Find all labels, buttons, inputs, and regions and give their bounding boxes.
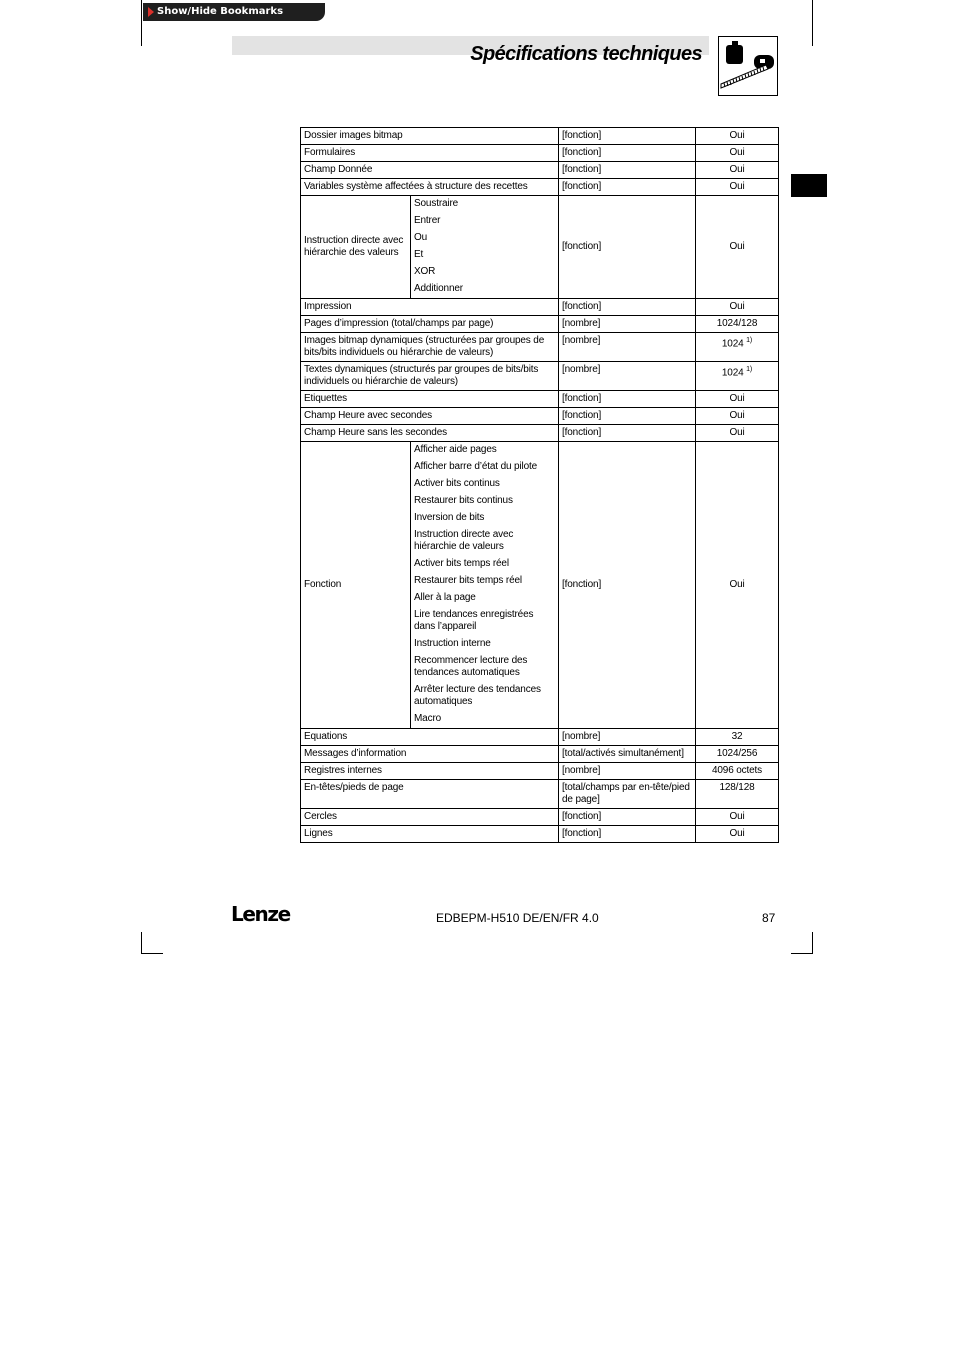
table-row: [301, 780, 779, 809]
row-type: [fonction]: [559, 408, 696, 425]
subitem: Restaurer bits continus: [414, 495, 513, 506]
row-value: Oui: [696, 128, 779, 145]
row-type: [nombre]: [559, 763, 696, 780]
row-value: 1024/128: [696, 316, 779, 333]
row-label: Pages d’impression (total/champs par page): [301, 316, 559, 333]
row-value: 4096 octets: [696, 763, 779, 780]
row-label: Registres internes: [301, 763, 559, 780]
subitem: Entrer: [414, 215, 441, 226]
row-label: Dossier images bitmap: [301, 128, 559, 145]
row-value: Oui: [696, 299, 779, 316]
row-type: [fonction]: [559, 442, 696, 729]
table-row: [301, 408, 779, 425]
subitem: Aller à la page: [414, 592, 476, 603]
row-label: Etiquettes: [301, 391, 559, 408]
footnote-ref: 1): [746, 337, 753, 344]
subitem-list: [411, 442, 559, 729]
row-label: Champ Heure avec secondes: [301, 408, 559, 425]
row-type: [fonction]: [559, 425, 696, 442]
row-value: Oui: [696, 826, 779, 843]
subitem: Restaurer bits temps réel: [414, 575, 522, 586]
row-label: Champ Donnée: [301, 162, 559, 179]
row-value: 1024/256: [696, 746, 779, 763]
table-row: [301, 425, 779, 442]
bookmark-arrow-icon: [148, 7, 154, 17]
row-label: Variables système affectées à structure des recettes: [301, 179, 559, 196]
row-type: [nombre]: [559, 729, 696, 746]
crop-mark: [812, 932, 813, 954]
row-value: Oui: [696, 442, 779, 729]
table-row: [301, 333, 779, 362]
row-label: Lignes: [301, 826, 559, 843]
row-type: [fonction]: [559, 826, 696, 843]
table-row: [301, 128, 779, 145]
table-row: [301, 809, 779, 826]
row-value: 32: [696, 729, 779, 746]
row-value: Oui: [696, 408, 779, 425]
row-type: [fonction]: [559, 179, 696, 196]
footnote-ref: 1): [746, 366, 753, 373]
subitem: Afficher barre d’état du pilote: [414, 461, 538, 472]
crop-mark: [141, 0, 142, 46]
page-number: 87: [762, 911, 776, 925]
subitem: Additionner: [414, 283, 463, 294]
subitem: Lire tendances enregistrées dans l’appareil: [414, 609, 534, 632]
row-value: Oui: [696, 391, 779, 408]
table-row: [301, 729, 779, 746]
row-label: Fonction: [301, 442, 411, 729]
crop-mark: [812, 0, 813, 46]
subitem: Recommencer lecture des tendances automatiques: [414, 655, 528, 678]
row-value-cell: [696, 333, 779, 362]
row-label: Equations: [301, 729, 559, 746]
row-type: [fonction]: [559, 196, 696, 299]
row-value: Oui: [696, 809, 779, 826]
subitem: Instruction directe avec hiérarchie de valeurs: [414, 529, 514, 552]
row-label: Instruction directe avec hiérarchie des valeurs: [301, 196, 411, 299]
row-label: Impression: [301, 299, 559, 316]
subitem: Et: [414, 249, 424, 260]
row-label: Textes dynamiques (structurés par groupes de bits/bits individuels ou hiérarchie de valeurs): [301, 362, 559, 391]
row-type: [nombre]: [559, 362, 696, 391]
row-type: [total/activés simultanément]: [559, 746, 696, 763]
row-label: Formulaires: [301, 145, 559, 162]
subitem: Activer bits temps réel: [414, 558, 509, 569]
row-value: Oui: [696, 179, 779, 196]
row-type: [fonction]: [559, 128, 696, 145]
table-row: [301, 763, 779, 780]
table-row: [301, 442, 779, 729]
table-row: [301, 145, 779, 162]
row-value: Oui: [696, 145, 779, 162]
row-type: [nombre]: [559, 333, 696, 362]
table-row: [301, 826, 779, 843]
row-value: 1024: [721, 367, 744, 379]
subitem: Arrêter lecture des tendances automatiques: [414, 684, 541, 707]
row-label: Messages d’information: [301, 746, 559, 763]
subitem: Inversion de bits: [414, 512, 485, 523]
row-type: [fonction]: [559, 299, 696, 316]
table-row: [301, 162, 779, 179]
table-row: [301, 391, 779, 408]
row-label: Images bitmap dynamiques (structurées par groupes de bits/bits individuels ou hiérarchie de valeurs): [301, 333, 559, 362]
table-row: [301, 179, 779, 196]
show-hide-bookmarks-button[interactable]: [143, 3, 325, 21]
spec-table: [300, 127, 779, 843]
subitem: XOR: [414, 266, 436, 277]
row-value: 128/128: [696, 780, 779, 809]
crop-mark: [141, 932, 142, 954]
row-label: Champ Heure sans les secondes: [301, 425, 559, 442]
bookmarks-label: Show/Hide Bookmarks: [157, 6, 284, 17]
crop-mark: [791, 953, 813, 954]
subitem-list: [411, 196, 559, 299]
subitem: Activer bits continus: [414, 478, 500, 489]
measuring-weight-tape-icon: [718, 36, 778, 96]
table-row: [301, 299, 779, 316]
row-value: Oui: [696, 162, 779, 179]
row-type: [fonction]: [559, 145, 696, 162]
crop-mark: [141, 953, 163, 954]
page-title: Spécifications techniques: [470, 43, 702, 65]
row-value: Oui: [696, 196, 779, 299]
subitem: Ou: [414, 232, 428, 243]
table-row: [301, 316, 779, 333]
subitem: Afficher aide pages: [414, 444, 497, 455]
subitem: Instruction interne: [414, 638, 491, 649]
lenze-logo: Lenze: [231, 902, 290, 926]
document-reference: EDBEPM-H510 DE/EN/FR 4.0: [436, 911, 599, 925]
row-type: [fonction]: [559, 162, 696, 179]
subitem: Macro: [414, 713, 442, 724]
row-type: [nombre]: [559, 316, 696, 333]
row-value: 1024: [721, 338, 744, 350]
row-value-cell: [696, 362, 779, 391]
subitem: Soustraire: [414, 198, 459, 209]
row-label: En-têtes/pieds de page: [301, 780, 559, 809]
table-row: [301, 746, 779, 763]
table-row: [301, 196, 779, 299]
chapter-tab-marker: [791, 174, 827, 197]
row-label: Cercles: [301, 809, 559, 826]
row-value: Oui: [696, 425, 779, 442]
row-type: [total/champs par en-tête/pied de page]: [559, 780, 696, 809]
table-row: [301, 362, 779, 391]
row-type: [fonction]: [559, 391, 696, 408]
row-type: [fonction]: [559, 809, 696, 826]
